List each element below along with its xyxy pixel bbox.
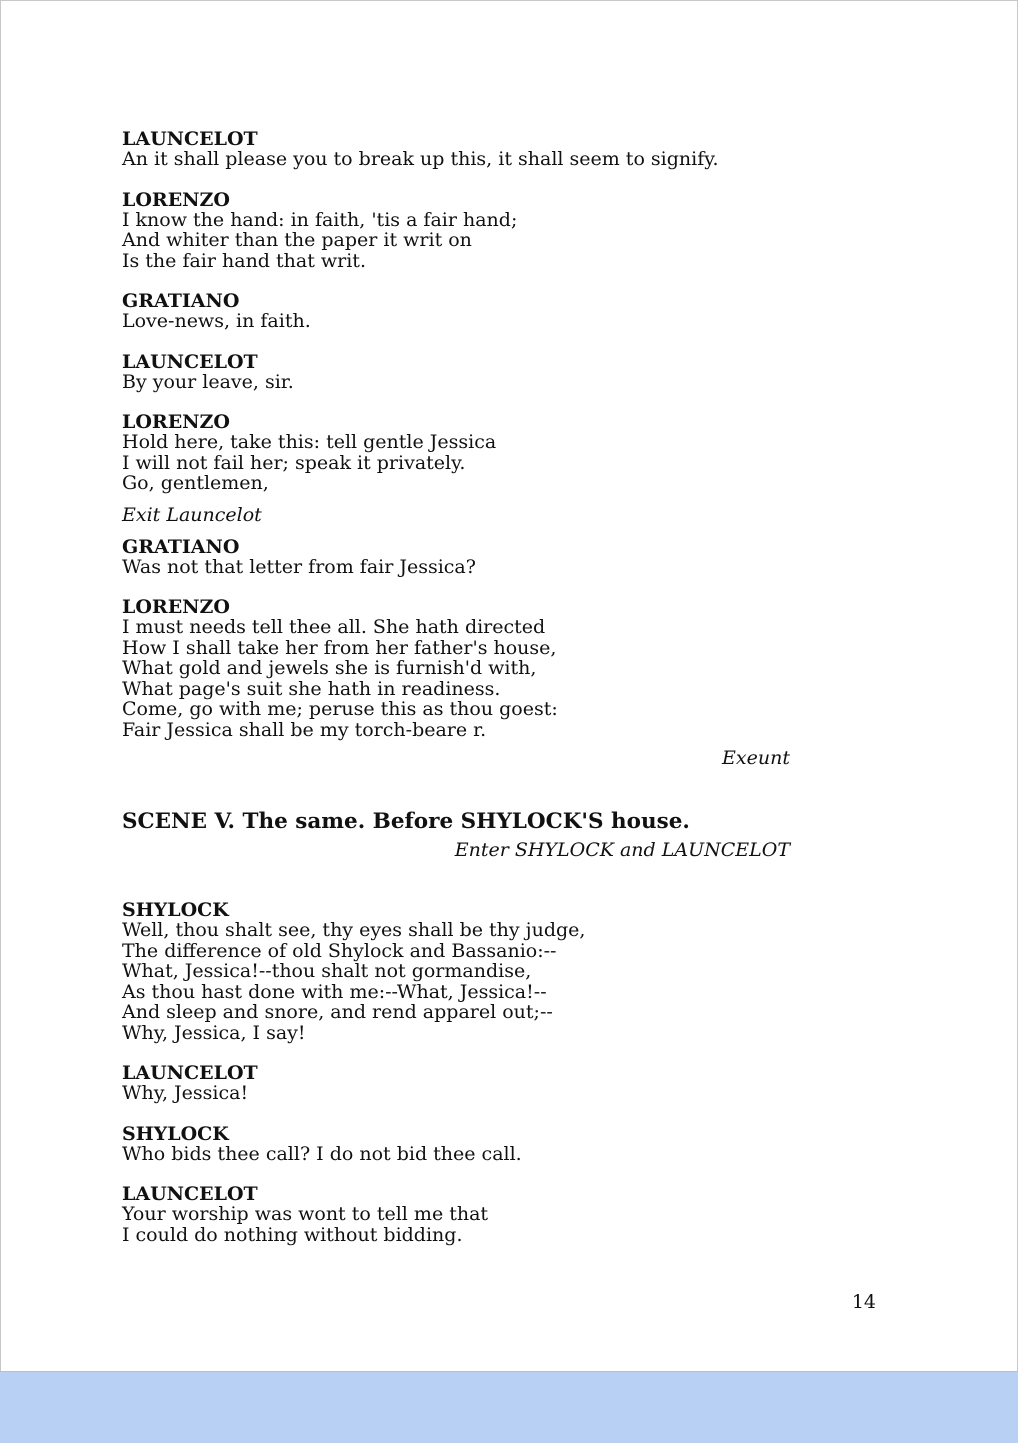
dialogue-line: What gold and jewels she is furnish'd with, xyxy=(122,657,537,679)
dialogue-line: As thou hast done with me:--What, Jessica!-- xyxy=(122,980,547,1003)
dialogue-line: The difference of old Shylock and Bassanio:-- xyxy=(122,939,557,962)
dialogue-line: I could do nothing without bidding. xyxy=(122,1223,463,1246)
speaker-name: LORENZO xyxy=(122,411,230,433)
dialogue-line: Your worship was wont to tell me that xyxy=(122,1203,489,1225)
dialogue-line: I know the hand: in faith, 'tis a fair hand; xyxy=(122,208,518,231)
dialogue-line: Why, Jessica! xyxy=(122,1082,249,1104)
dialogue-line: Love-news, in faith. xyxy=(122,310,311,332)
speech-block xyxy=(122,597,790,740)
dialogue-line: I must needs tell thee all. She hath directed xyxy=(122,616,546,638)
dialogue-line: I will not fail her; speak it privately. xyxy=(122,451,466,474)
dialogue-line: Who bids thee call? I do not bid thee call. xyxy=(122,1142,522,1165)
dialogue-line: Is the fair hand that writ. xyxy=(122,249,366,272)
speaker-name: LAUNCELOT xyxy=(122,128,258,150)
viewer-bottom-bar xyxy=(0,1371,1018,1443)
speaker-name: LORENZO xyxy=(122,188,230,211)
dialogue-line: Well, thou shalt see, thy eyes shall be thy judge, xyxy=(122,919,586,941)
dialogue-line: What page's suit she hath in readiness. xyxy=(122,677,501,700)
speaker-name: LAUNCELOT xyxy=(122,350,258,373)
speech-block xyxy=(122,291,790,332)
dialogue-line: Hold here, take this: tell gentle Jessica xyxy=(122,431,497,453)
stage-direction-exeunt: Exeunt xyxy=(722,747,790,769)
speaker-name: GRATIANO xyxy=(122,535,240,558)
dialogue-line: And sleep and snore, and rend apparel out;-- xyxy=(122,1001,553,1023)
stage-direction-exit: Exit Launcelot xyxy=(122,503,262,526)
scene-heading: SCENE V. The same. Before SHYLOCK'S house. xyxy=(122,809,690,834)
dialogue-line: What, Jessica!--thou shalt not gormandise, xyxy=(122,960,532,982)
dialogue-line: An it shall please you to break up this, it shall seem to signify. xyxy=(122,148,719,170)
speech-block xyxy=(122,1184,790,1245)
speech-block xyxy=(122,190,790,272)
speeches-before-exit xyxy=(122,129,790,494)
speech-block xyxy=(122,900,790,1043)
speaker-name: SHYLOCK xyxy=(122,899,229,921)
dialogue-line: Go, gentlemen, xyxy=(122,472,269,494)
dialogue-line: By your leave, sir. xyxy=(122,370,294,393)
dialogue-line: And whiter than the paper it writ on xyxy=(122,229,472,251)
speech-block xyxy=(122,1124,790,1165)
speech-block xyxy=(122,352,790,393)
dialogue-line: How I shall take her from her father's house, xyxy=(122,636,557,659)
speeches-after-exit xyxy=(122,537,790,741)
dialogue-line: Was not that letter from fair Jessica? xyxy=(122,555,476,578)
speaker-name: LAUNCELOT xyxy=(122,1062,258,1084)
speech-block xyxy=(122,537,790,578)
dialogue-line: Come, go with me; peruse this as thou goest: xyxy=(122,698,558,720)
dialogue-line: Why, Jessica, I say! xyxy=(122,1021,306,1044)
speaker-name: SHYLOCK xyxy=(122,1122,229,1145)
dialogue-line: Fair Jessica shall be my torch-beare r. xyxy=(122,718,487,741)
speaker-name: LORENZO xyxy=(122,596,230,618)
speaker-name: GRATIANO xyxy=(122,290,240,312)
page-content xyxy=(122,129,790,1265)
stage-direction-enter: Enter SHYLOCK and LAUNCELOT xyxy=(454,839,790,861)
speech-block xyxy=(122,1063,790,1104)
page-number: 14 xyxy=(851,1291,876,1313)
speaker-name: LAUNCELOT xyxy=(122,1183,258,1205)
speech-block xyxy=(122,129,790,170)
speech-block xyxy=(122,412,790,494)
scene-speeches xyxy=(122,900,790,1245)
